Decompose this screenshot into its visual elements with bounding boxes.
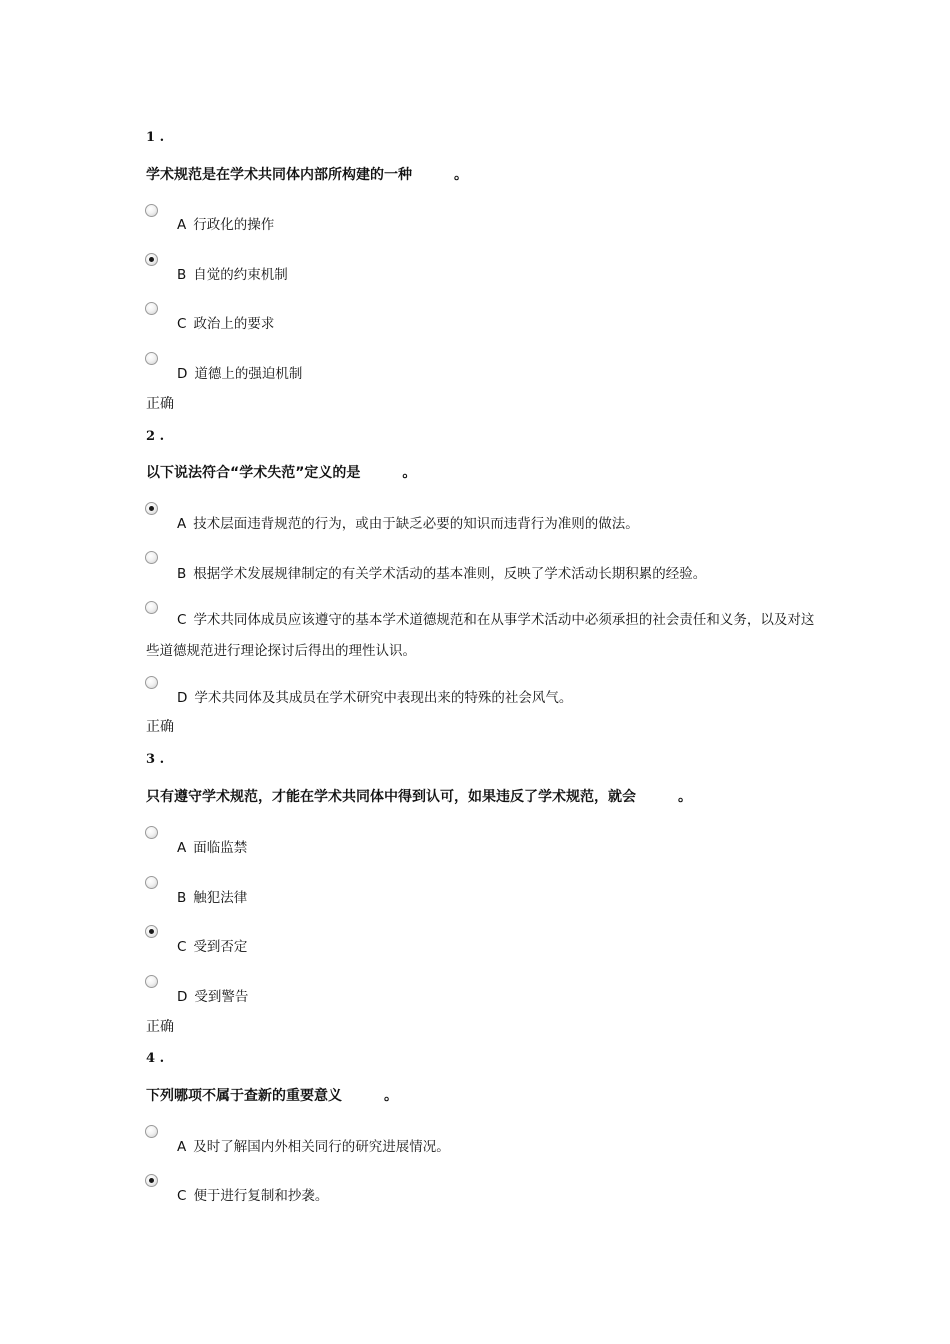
option-letter: C (177, 316, 187, 332)
radio-option-1d[interactable] (145, 352, 158, 365)
result-status: 正确 (146, 1019, 174, 1035)
option-letter: D (177, 366, 188, 382)
option-text: 道德上的强迫机制 (194, 366, 303, 382)
option-text: 学术共同体及其成员在学术研究中表现出来的特殊的社会风气。 (194, 690, 573, 706)
option-label (177, 213, 274, 233)
option-text: 学术共同体成员应该遵守的基本学术道德规范和在从事学术活动中必须承担的社会责任和义务，以及对这些道德规范进行理论探讨后得出的理性认识。 (146, 612, 815, 659)
question-stem (146, 1085, 398, 1105)
question-stem-text: 学术规范是在学术共同体内部所构建的一种 (146, 167, 412, 183)
question-stem-text: 只有遵守学术规范，才能在学术共同体中得到认可，如果违反了学术规范，就会 (146, 789, 636, 805)
option-letter: D (177, 690, 188, 706)
option-letter: A (177, 1139, 187, 1155)
option-label (177, 312, 274, 332)
option-letter: C (177, 1188, 187, 1204)
radio-option-3c[interactable] (145, 925, 158, 938)
option-letter: B (177, 566, 187, 582)
option-letter: D (177, 989, 188, 1005)
radio-option-1b[interactable] (145, 253, 158, 266)
radio-option-2b[interactable] (145, 551, 158, 564)
radio-option-4a[interactable] (145, 1125, 158, 1138)
option-text: 及时了解国内外相关同行的研究进展情况。 (193, 1139, 450, 1155)
radio-option-3d[interactable] (145, 975, 158, 988)
question-stem-end: 。 (402, 465, 417, 481)
option-label (177, 362, 302, 382)
radio-option-1c[interactable] (145, 302, 158, 315)
option-label (177, 1184, 328, 1204)
option-text: 政治上的要求 (193, 316, 275, 332)
option-label (177, 836, 247, 856)
question-stem-end: 。 (678, 789, 692, 805)
option-label (177, 886, 247, 906)
option-text: 触犯法律 (193, 890, 248, 906)
question-stem (146, 786, 692, 806)
option-letter: A (177, 516, 187, 532)
option-letter: A (177, 217, 187, 233)
radio-option-2a[interactable] (145, 502, 158, 515)
result-status: 正确 (146, 396, 174, 412)
question-stem-text: 下列哪项不属于查新的重要意义 (146, 1088, 342, 1104)
question-number: 4 . (146, 1051, 165, 1066)
option-text: 行政化的操作 (193, 217, 275, 233)
question-number: 3 . (146, 752, 165, 767)
question-stem-text: 以下说法符合“学术失范”定义的是 (146, 465, 361, 481)
result-status: 正确 (146, 719, 174, 735)
question-stem-end: 。 (384, 1088, 398, 1104)
option-label (177, 686, 572, 706)
radio-option-4c[interactable] (145, 1174, 158, 1187)
option-label (177, 263, 288, 283)
radio-option-2d[interactable] (145, 676, 158, 689)
option-text: 根据学术发展规律制定的有关学术活动的基本准则，反映了学术活动长期积累的经验。 (193, 566, 707, 582)
radio-option-1a[interactable] (145, 204, 158, 217)
option-text: 技术层面违背规范的行为，或由于缺乏必要的知识而违背行为准则的做法。 (193, 516, 639, 532)
question-stem (146, 164, 468, 184)
question-number: 1 . (146, 130, 165, 145)
option-letter: C (177, 612, 187, 628)
option-label (177, 935, 247, 955)
option-text: 面临监禁 (193, 840, 248, 856)
option-text: 受到警告 (194, 989, 249, 1005)
option-label (146, 605, 816, 667)
option-text: 受到否定 (193, 939, 248, 955)
option-text: 自觉的约束机制 (193, 267, 288, 283)
option-label (177, 562, 706, 582)
option-label (177, 512, 639, 532)
question-stem (146, 462, 416, 482)
radio-option-3a[interactable] (145, 826, 158, 839)
option-label (177, 1135, 450, 1155)
question-number: 2 . (146, 429, 165, 444)
radio-option-3b[interactable] (145, 876, 158, 889)
option-letter: B (177, 267, 187, 283)
option-letter: A (177, 840, 187, 856)
option-letter: B (177, 890, 187, 906)
option-letter: C (177, 939, 187, 955)
question-stem-end: 。 (454, 167, 468, 183)
option-label (177, 985, 248, 1005)
option-text: 便于进行复制和抄袭。 (193, 1188, 329, 1204)
